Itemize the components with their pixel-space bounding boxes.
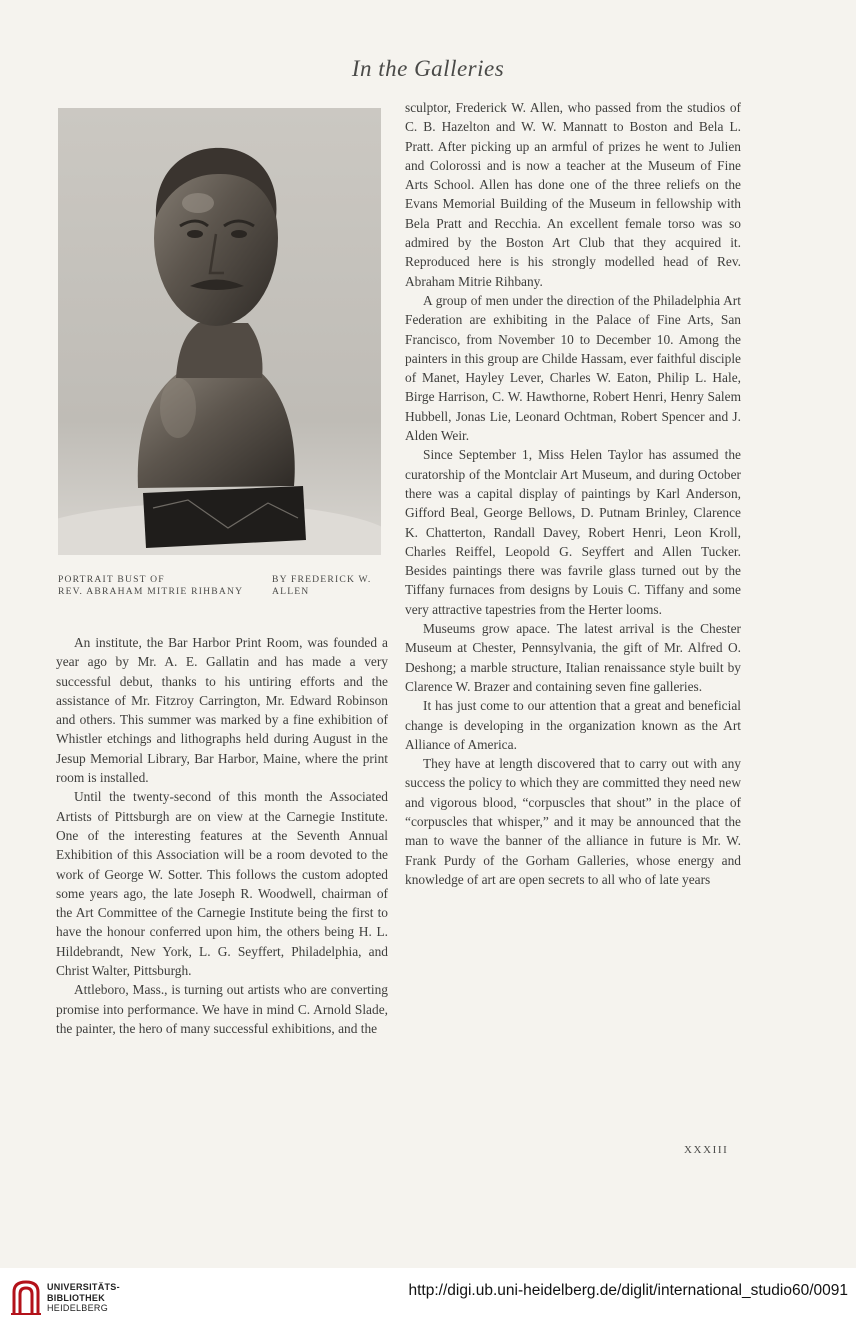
left-text-column — [56, 633, 388, 1038]
paragraph: Until the twenty-second of this month the Associated Artists of Pittsburgh are on view at the Carnegie Institute. One of the interesting features at the Seventh Annual Exhibition of this Association will be a room devoted to the work of George W. Sotter. This follows the custom adopted some years ago, the late Joseph R. Woodwell, chairman of the Art Committee of the Carnegie Institute being the first to have the honour conferred upon him, the others being H. L. Hildebrandt, New York, L. G. Seyffert, Philadelphia, and Christ Walter, Pittsburgh. — [56, 789, 388, 979]
page-number: XXXIII — [684, 1144, 729, 1156]
figure-caption-subject — [58, 574, 268, 598]
paragraph: Museums grow apace. The latest arrival is the Chester Museum at Chester, Pennsylvania, the gift of Mr. Alfred O. Deshong; a marble structure, Italian renaissance style built by Clarence W. Brazer and containing seven fine galleries. — [405, 621, 741, 694]
paragraph: sculptor, Frederick W. Allen, who passed from the studios of C. B. Hazelton and W. W. Mannatt to Boston and Bela L. Pratt. After picking up an armful of prizes he went to Julien and Colorossi and is now a teacher at the Museum of Fine Arts School. Allen has done one of the three reliefs on the Evans Memorial Building of the Museum in fellowship with Bela Pratt and Recchia. An excellent female torso was so admired by the Boston Art Club that they acquired it. Reproduced here is his strongly modelled head of Rev. Abraham Mitrie Rihbany. — [405, 100, 741, 289]
caption-line: BY FREDERICK W. — [272, 574, 372, 585]
library-name-line: HEIDELBERG — [47, 1303, 109, 1313]
paragraph: They have at length discovered that to carry out with any success the policy to which they are committed they need new and vigorous blood, “corpuscles that shout” in the place of “corpuscles that whisper,” and it may be announced that the man to wave the banner of the alliance in future is Mr. W. Frank Purdy of the Gorham Galleries, whose energy and knowledge of art are open secrets to all who of late years — [405, 756, 741, 887]
paragraph: Since September 1, Miss Helen Taylor has assumed the curatorship of the Montclair Art Museum, and during October there was a capital display of paintings by Karl Anderson, Gifford Beal, George Bellows, D. Putnam Brinley, Clarence K. Chatterton, Randall Davey, Robert Henri, Leon Kroll, Charles Reiffel, Leopold G. Seyffert and Allen Tucker. Besides paintings there was favrile glass turned out by the Tiffany furnaces from designs by Louis C. Tiffany and some very attractive tapestries from the Herter looms. — [405, 447, 741, 617]
paragraph: An institute, the Bar Harbor Print Room, was founded a year ago by Mr. A. E. Gallatin and has made a very successful debut, thanks to his untiring efforts and the assistance of Mr. Fitzroy Carrington, Mr. Edward Robinson and others. This summer was marked by a fine exhibition of Whistler etchings and lithographs held during August in the Jesup Memorial Library, Bar Harbor, Maine, where the print room is installed. — [56, 635, 388, 786]
paragraph: A group of men under the direction of the Philadelphia Art Federation are exhibiting in the Palace of Fine Arts, San Francisco, from November 10 to December 10. Among the painters in this group are Childe Hassam, ever faithful disciple of Manet, Hayley Lever, Charles W. Eaton, Philip L. Hale, Birge Harrison, C. W. Hawthorne, Robert Henri, Henry Salem Hubbell, Jonas Lie, Leonard Ochtman, Robert Spencer and J. Alden Weir. — [405, 292, 741, 444]
library-name-line: UNIVERSITÄTS- — [47, 1282, 120, 1292]
caption-line: PORTRAIT BUST OF — [58, 574, 165, 585]
bust-photograph — [58, 108, 381, 555]
library-name-line: BIBLIOTHEK — [47, 1292, 105, 1303]
paragraph: It has just come to our attention that a great and beneficial change is developing in the organization known as the Art Alliance of America. — [405, 698, 741, 752]
running-head: In the Galleries — [351, 56, 505, 81]
caption-line: REV. ABRAHAM MITRIE RIHBANY — [58, 586, 244, 597]
figure-caption-artist — [272, 574, 384, 598]
caption-line: ALLEN — [272, 586, 310, 597]
right-text-column — [405, 98, 741, 889]
bust-illustration — [58, 108, 381, 555]
paragraph: Attleboro, Mass., is turning out artists who are converting promise into performance. We have in mind C. Arnold Slade, the painter, the hero of many successful exhibitions, and the — [56, 982, 388, 1036]
library-name — [47, 1282, 120, 1314]
library-logo-icon — [10, 1278, 42, 1316]
library-footer — [0, 1268, 856, 1329]
source-url-link[interactable]: http://digi.ub.uni-heidelberg.de/diglit/international_studio60/0091 — [408, 1282, 848, 1299]
